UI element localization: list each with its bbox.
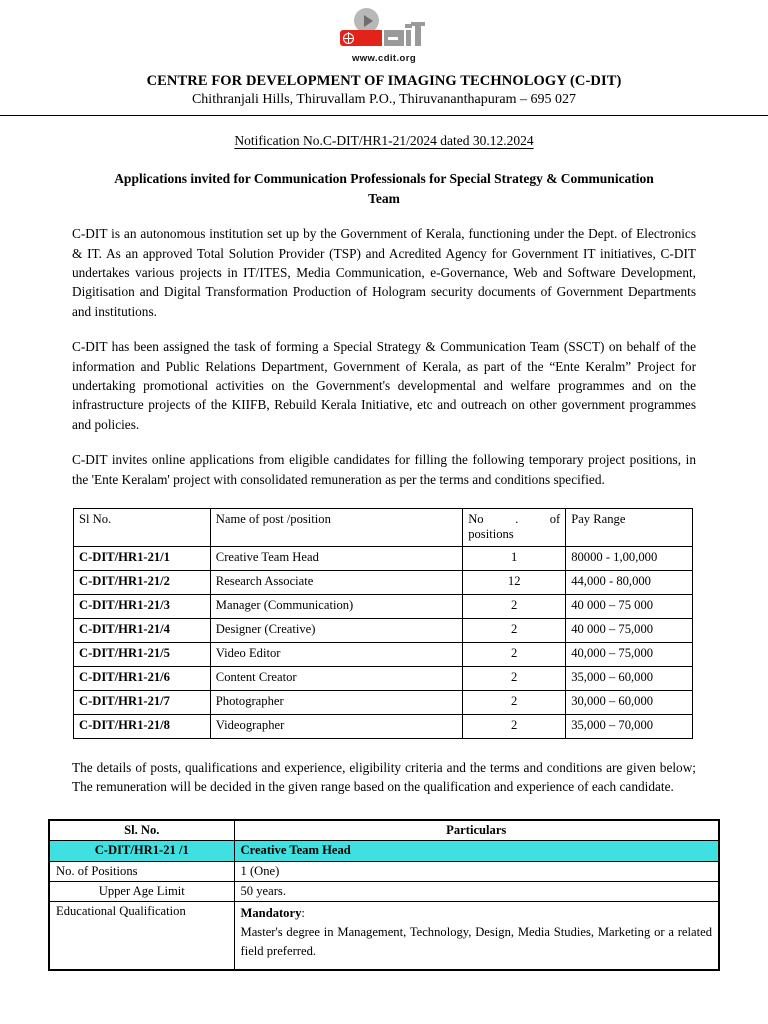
cell-num-positions: 1 (463, 547, 566, 571)
cell-pay-range: 40 000 – 75 000 (566, 595, 693, 619)
table-row (74, 643, 693, 667)
detail-label-age-limit: Upper Age Limit (49, 882, 234, 902)
detail-row-qualification (49, 902, 719, 970)
detail-header-row (49, 820, 719, 841)
mandatory-label: Mandatory (240, 906, 302, 921)
detail-value-positions: 1 (One) (234, 862, 719, 882)
detail-highlight-sl: C-DIT/HR1-21 /1 (49, 841, 234, 862)
page-title: Applications invited for Communication Professionals for Special Strategy & Communication Team (114, 171, 654, 206)
cell-pay-range: 35,000 – 60,000 (566, 667, 693, 691)
table-row (74, 715, 693, 739)
cell-sl-code: C-DIT/HR1-21/1 (74, 547, 211, 571)
header-no-of-positions (463, 509, 566, 547)
cell-pay-range: 44,000 - 80,000 (566, 571, 693, 595)
cell-num-positions: 2 (463, 691, 566, 715)
paragraph-intro: C-DIT is an autonomous institution set up by the Government of Kerala, functioning under the Dept. of Electronics & IT. As an approved Total Solution Provider (TSP) and Acredited Agency for Government IT initiatives, C-DIT undertakes various projects in IT/ITES, Media Communication, e-Governance, Web and Software Development, Digitisation and Digital Transformation Production of Hologram security documents of Government Departments and institutions. (72, 226, 696, 319)
organization-address: Chithranjali Hills, Thiruvallam P.O., Thiruvananthapuram – 695 027 (191, 92, 577, 107)
notification-line (0, 133, 768, 149)
cell-num-positions: 2 (463, 667, 566, 691)
table-row (74, 595, 693, 619)
cell-num-positions: 2 (463, 619, 566, 643)
globe-icon (343, 33, 354, 44)
table-row (74, 691, 693, 715)
letter-i-shape (406, 30, 411, 46)
cell-sl-code: C-DIT/HR1-21/5 (74, 643, 211, 667)
cell-post-name: Videographer (210, 715, 462, 739)
cdit-logo-mark (336, 8, 432, 52)
cell-sl-code: C-DIT/HR1-21/8 (74, 715, 211, 739)
table-row (74, 547, 693, 571)
cell-pay-range: 40,000 – 75,000 (566, 643, 693, 667)
header-post-name: Name of post /position (210, 509, 462, 547)
cell-pay-range: 35,000 – 70,000 (566, 715, 693, 739)
detail-header-particulars: Particulars (234, 820, 719, 841)
paragraph-details-note: The details of posts, qualifications and experience, eligibility criteria and the terms and conditions are given below; The remuneration will be decided in the given range based on the qualification and experience of each candidate. (72, 760, 696, 795)
detail-label-positions: No. of Positions (49, 862, 234, 882)
cell-pay-range: 80000 - 1,00,000 (566, 547, 693, 571)
detail-highlight-post: Creative Team Head (234, 841, 719, 862)
cell-num-positions: 2 (463, 643, 566, 667)
header-pay-range: Pay Range (566, 509, 693, 547)
posts-table (73, 508, 693, 739)
cell-num-positions: 2 (463, 595, 566, 619)
header-num-word-of: of (549, 512, 561, 526)
table-row (74, 667, 693, 691)
website-url: www.cdit.org (351, 53, 417, 64)
cell-sl-code: C-DIT/HR1-21/6 (74, 667, 211, 691)
table-row (74, 619, 693, 643)
cell-sl-code: C-DIT/HR1-21/4 (74, 619, 211, 643)
mandatory-colon: : (301, 906, 305, 921)
header-num-dot: . (515, 512, 519, 526)
detail-label-qualification: Educational Qualification (49, 902, 234, 970)
header-num-word-positions: positions (468, 527, 514, 541)
cell-pay-range: 40 000 – 75,000 (566, 619, 693, 643)
posts-table-wrap (0, 508, 768, 739)
post-table-note-wrap (0, 758, 768, 797)
detail-highlight-row (49, 841, 719, 862)
cell-post-name: Manager (Communication) (210, 595, 462, 619)
cell-post-name: Photographer (210, 691, 462, 715)
cell-num-positions: 12 (463, 571, 566, 595)
cell-post-name: Content Creator (210, 667, 462, 691)
paragraph-ssct: C-DIT has been assigned the task of forming a Special Strategy & Communication Team (SSCT) on behalf of the information and Public Relations Department, Government of Kerala, as part of the “Ente Keralm” Project for undertaking promotional activities on the Government's developmental and welfare programmes and on the infrastructure projects of the KIIFB, Rebuild Kerala Initiative, etc and outreach on other government programmes and policies. (72, 339, 696, 432)
header-sl-no: Sl No. (74, 509, 211, 547)
document-body (0, 224, 768, 489)
header-divider (0, 115, 768, 116)
organization-name: CENTRE FOR DEVELOPMENT OF IMAGING TECHNOLOGY (C-DIT) (146, 73, 622, 89)
cell-sl-code: C-DIT/HR1-21/7 (74, 691, 211, 715)
table-row (74, 571, 693, 595)
cell-num-positions: 2 (463, 715, 566, 739)
detail-row-age-limit (49, 882, 719, 902)
letter-t-stem-shape (415, 24, 421, 46)
cell-pay-range: 30,000 – 60,000 (566, 691, 693, 715)
organization-logo (0, 0, 768, 64)
cell-post-name: Video Editor (210, 643, 462, 667)
cell-post-name: Research Associate (210, 571, 462, 595)
detail-table-wrap (0, 819, 768, 971)
posts-table-body (74, 547, 693, 739)
notification-text: Notification No.C-DIT/HR1-21/2024 dated 30.12.2024 (234, 133, 534, 148)
cell-post-name: Designer (Creative) (210, 619, 462, 643)
detail-value-age-limit: 50 years. (234, 882, 719, 902)
qualification-text: Master's degree in Management, Technology, Design, Media Studies, Marketing or a related field preferred. (240, 925, 712, 959)
cell-sl-code: C-DIT/HR1-21/2 (74, 571, 211, 595)
table-header-row (74, 509, 693, 547)
detail-row-positions (49, 862, 719, 882)
detail-value-qualification (234, 902, 719, 970)
detail-header-sl-no: Sl. No. (49, 820, 234, 841)
cell-sl-code: C-DIT/HR1-21/3 (74, 595, 211, 619)
detail-table (48, 819, 720, 971)
header-num-word-no: No (468, 512, 484, 526)
cell-post-name: Creative Team Head (210, 547, 462, 571)
paragraph-invite: C-DIT invites online applications from eligible candidates for filling the following temporary project positions, in the 'Ente Keralam' project with consolidated remuneration as per the terms and conditions specified. (72, 452, 696, 487)
letter-d-shape (384, 30, 404, 46)
